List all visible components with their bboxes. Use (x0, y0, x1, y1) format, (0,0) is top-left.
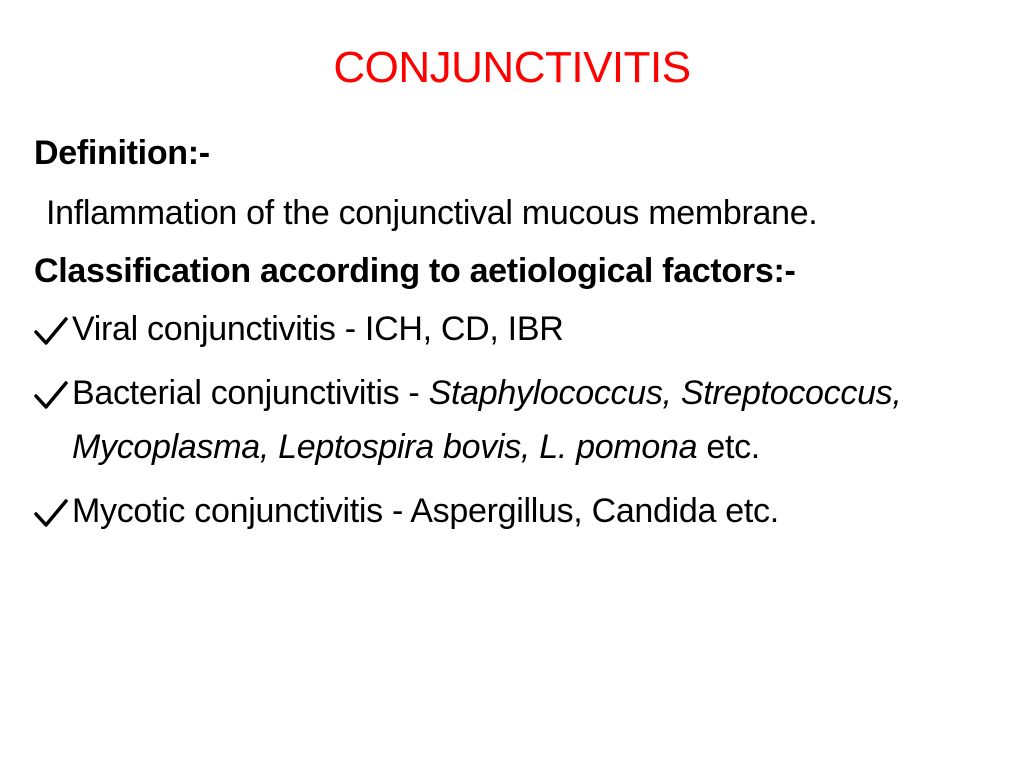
item-agents: ICH, CD, IBR (364, 310, 564, 348)
item-agents: Aspergillus, Candida etc. (410, 492, 779, 530)
definition-text: Inflammation of the conjunctival mucous membrane. (46, 194, 818, 232)
item-agents: Staphylococcus, Streptococcus, Mycoplasma, Leptospira bovis, L. pomona (72, 374, 902, 466)
item-separator: - (335, 310, 365, 348)
item-name: Bacterial conjunctivitis (72, 374, 400, 412)
checkmark-icon (34, 484, 70, 538)
item-separator: - (382, 492, 411, 530)
list-item (34, 366, 994, 474)
classification-heading: Classification according to aetiological factors:- (34, 252, 796, 290)
item-name: Viral conjunctivitis (72, 310, 336, 348)
checkmark-icon (34, 302, 70, 356)
checkmark-icon (34, 366, 70, 420)
definition-heading: Definition:- (34, 134, 210, 172)
slide-content (34, 126, 994, 538)
list-item (34, 302, 994, 356)
item-name: Mycotic conjunctivitis (72, 492, 383, 530)
item-suffix: etc. (697, 428, 760, 466)
classification-list (34, 302, 994, 538)
item-separator: - (399, 374, 429, 412)
slide-title: CONJUNCTIVITIS (333, 43, 691, 92)
list-item (34, 484, 994, 538)
